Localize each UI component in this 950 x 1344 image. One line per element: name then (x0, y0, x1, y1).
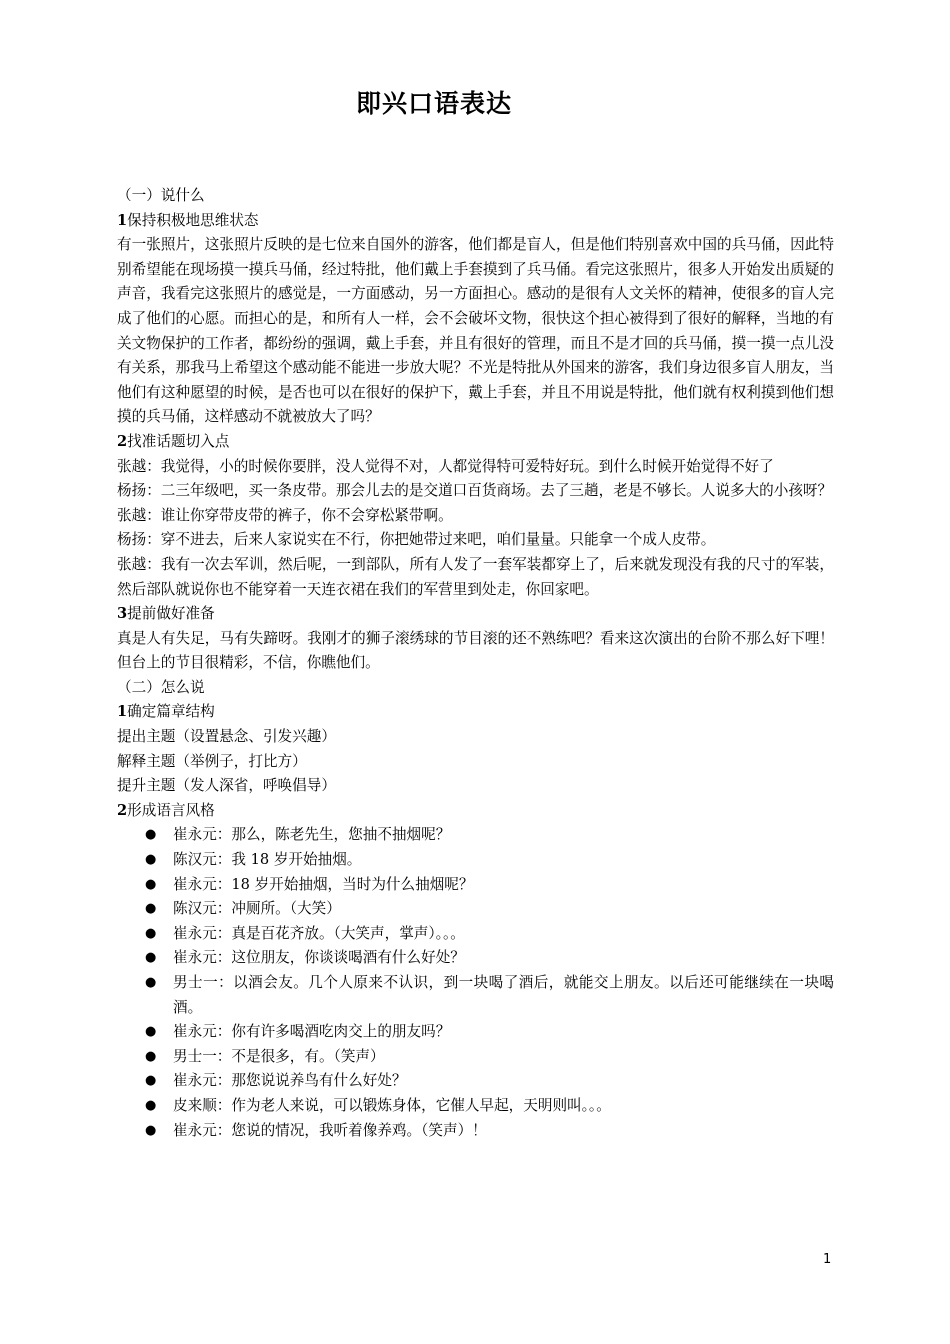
list-item (117, 971, 834, 1020)
list-item-text: 男士一：以酒会友。几个人原来不认识，到一块喝了酒后，就能交上朋友。以后还可能继续在一块喝酒。 (173, 974, 834, 1016)
paragraph-1-1: 有一张照片，这张照片反映的是七位来自国外的游客，他们都是盲人，但是他们特别喜欢中国的兵马俑，因此特别希望能在现场摸一摸兵马俑，经过特批，他们戴上手套摸到了兵马俑。看完这张照片，很多人开始发出质疑的声音，我看完这张照片的感觉是，一方面感动，另一方面担心。感动的是很有人文关怀的精神，使很多的盲人完成了他们的心愿。而担心的是，和所有人一样，会不会破坏文物，很快这个担心被得到了很好的解释，当地的有关文物保护的工作者，都纷纷的强调，戴上手套，并且有很好的管理，而且不是才回的兵马俑，摸一摸一点儿没有关系，那我马上希望这个感动能不能进一步放大呢？不光是特批从外国来的游客，我们身边很多盲人朋友，当他们有这种愿望的时候，是否也可以在很好的保护下，戴上手套，并且不用说是特批，他们就有权利摸到他们想摸的兵马俑，这样感动不就被放大了吗？ (117, 236, 834, 426)
list-item-text: 崔永元：那么，陈老先生，您抽不抽烟呢？ (173, 826, 451, 844)
subheading-number: 2 (117, 432, 128, 450)
bullet-icon: ● (145, 827, 157, 843)
subheading-1-2 (117, 430, 834, 455)
bullet-icon: ● (145, 852, 157, 868)
list-item-text: 男士一：不是很多，有。（笑声） (173, 1047, 385, 1065)
dialog-line: 张越：谁让你穿带皮带的裤子，你不会穿松紧带啊。 (117, 506, 453, 524)
subheading-text: 形成语言风格 (127, 801, 215, 819)
subheading-2-2 (117, 799, 834, 824)
bullet-icon: ● (145, 1122, 157, 1138)
subheading-text: 确定篇章结构 (127, 703, 215, 721)
list-item-text: 陈汉元：我 18 岁开始抽烟。 (173, 851, 362, 869)
subheading-number: 1 (117, 211, 128, 229)
structure-line: 解释主题（举例子，打比方） (117, 752, 307, 770)
document-body (117, 184, 834, 1143)
subheading-text: 找准话题切入点 (127, 432, 230, 450)
list-item (117, 1094, 834, 1119)
bullet-icon: ● (145, 950, 157, 966)
dialog-line: 张越：我觉得，小的时候你要胖，没人觉得不对，人都觉得特可爱特好玩。到什么时候开始觉得不好了 (117, 457, 774, 475)
list-item (117, 922, 834, 947)
bullet-icon: ● (145, 1024, 157, 1040)
subheading-number: 2 (117, 801, 128, 819)
bullet-icon: ● (145, 975, 157, 990)
list-item (117, 897, 834, 922)
bullet-icon: ● (145, 901, 157, 917)
paragraph-1-3: 真是人有失足，马有失蹄呀。我刚才的狮子滚绣球的节目滚的还不熟练吧？看来这次演出的台阶不那么好下哩！但台上的节目很精彩，不信，你瞧他们。 (117, 629, 834, 672)
list-item-text: 崔永元：你有许多喝酒吃肉交上的朋友吗？ (173, 1023, 451, 1041)
bullet-icon: ● (145, 1048, 157, 1064)
dialog-line: 杨扬：穿不进去，后来人家说实在不行，你把她带过来吧，咱们量量。只能拿一个成人皮带。 (117, 531, 716, 549)
dialog-line: 张越：我有一次去军训，然后呢，一到部队，所有人发了一套军装都穿上了，后来就发现没有我的尺寸的军装，然后部队就说你也不能穿着一天连衣裙在我们的军营里到处走，你回家吧。 (117, 555, 834, 598)
dialog-line: 杨扬：二三年级吧，买一条皮带。那会儿去的是交道口百货商场。去了三趟，老是不够长。人说多大的小孩呀？ (117, 482, 833, 500)
list-item (117, 848, 834, 873)
list-item (117, 873, 834, 898)
structure-line: 提出主题（设置悬念、引发兴趣） (117, 728, 336, 746)
subheading-number: 3 (117, 605, 128, 623)
bullet-icon: ● (145, 1073, 157, 1089)
list-item-text: 皮来顺：作为老人来说，可以锻炼身体，它催人早起，天明则叫。。。 (173, 1096, 611, 1114)
list-item (117, 1069, 834, 1094)
list-item-text: 崔永元：那您说说养鸟有什么好处？ (173, 1072, 407, 1090)
list-item-text: 崔永元：您说的情况，我听着像养鸡。（笑声）！ (173, 1121, 487, 1139)
list-item (117, 823, 834, 848)
subheading-text: 保持积极地思维状态 (127, 211, 259, 229)
page-title: 即兴口语表达 (355, 89, 512, 118)
structure-line: 提升主题（发人深省，呼唤倡导） (117, 777, 336, 795)
list-item (117, 946, 834, 971)
bullet-icon: ● (145, 876, 157, 892)
subheading-number: 1 (117, 703, 128, 721)
subheading-2-1 (117, 700, 834, 725)
list-item-text: 崔永元：这位朋友，你谈谈喝酒有什么好处？ (173, 949, 465, 967)
list-item-text: 崔永元：18 岁开始抽烟，当时为什么抽烟呢？ (173, 875, 474, 893)
bullet-icon: ● (145, 925, 157, 941)
list-item-text: 陈汉元：冲厕所。（大笑） (173, 900, 341, 918)
bullet-icon: ● (145, 1097, 157, 1113)
subheading-1-3 (117, 602, 834, 627)
dialog-bullet-list (117, 823, 834, 1143)
section-heading-1: （一）说什么 (117, 187, 205, 204)
list-item (117, 1020, 834, 1045)
page-number: 1 (823, 1252, 832, 1267)
list-item-text: 崔永元：真是百花齐放。（大笑声，掌声）。。。 (173, 924, 465, 942)
list-item (117, 1119, 834, 1144)
list-item (117, 1045, 834, 1070)
section-heading-2: （二）怎么说 (117, 678, 205, 696)
subheading-1-1 (117, 209, 834, 234)
subheading-text: 提前做好准备 (127, 605, 215, 623)
